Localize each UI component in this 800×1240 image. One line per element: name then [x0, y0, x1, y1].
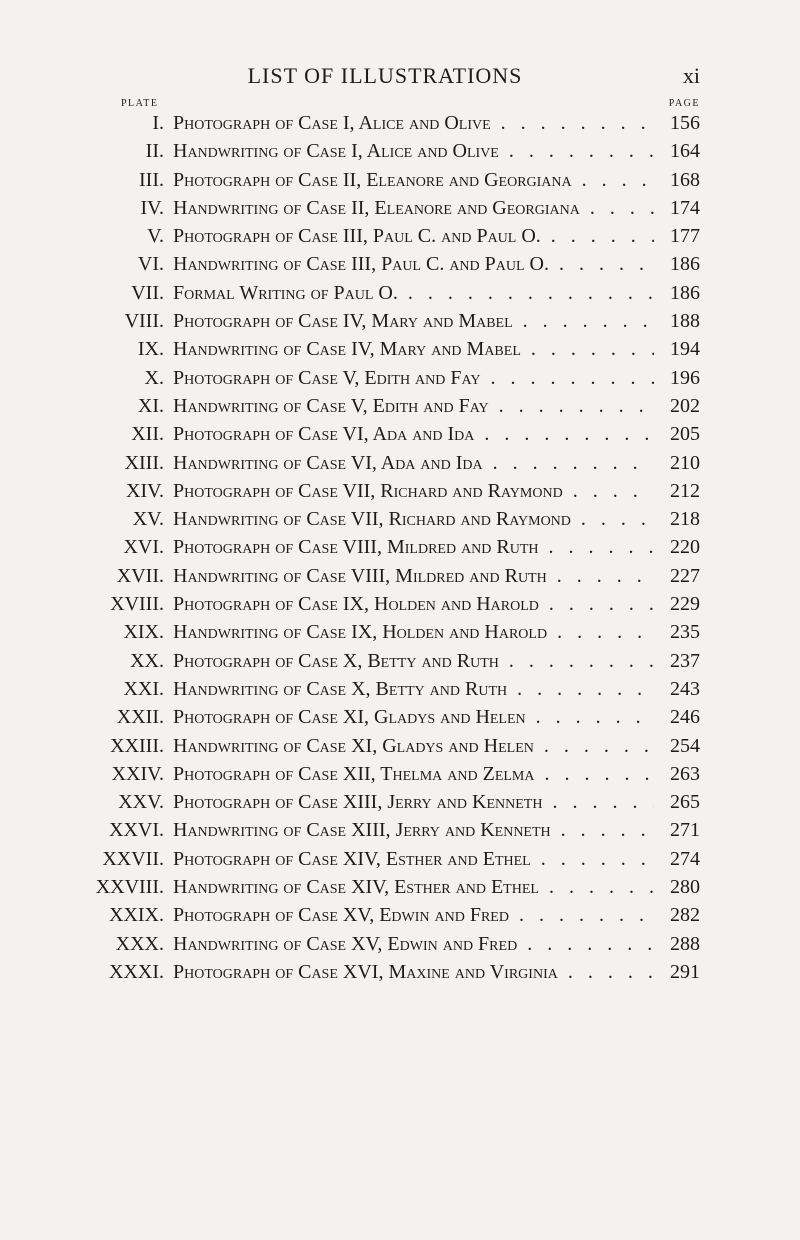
plate-numeral: I.	[152, 112, 164, 134]
page-reference: 263	[670, 762, 700, 785]
illustration-title: Photograph of Case XVI, Maxine and Virginia . . .	[173, 958, 654, 986]
plate-numeral: V.	[147, 225, 164, 248]
page-reference: 243	[670, 677, 700, 700]
page-reference: 274	[670, 847, 700, 870]
page-reference: 202	[670, 394, 700, 417]
page-reference: 246	[670, 706, 700, 729]
illustration-title: Handwriting of Case IX, Holden and Harold . . .	[173, 618, 654, 646]
plate-numeral: XIV.	[126, 479, 164, 502]
list-item	[0, 562, 800, 590]
illustration-title: Photograph of Case XV, Edwin and Fred . . .	[173, 901, 654, 929]
plate-numeral: VIII.	[124, 310, 164, 333]
page-column-heading: PAGE	[668, 98, 700, 109]
list-item	[0, 816, 800, 844]
page-reference: 229	[670, 593, 700, 616]
plate-numeral: XIX.	[123, 621, 164, 644]
illustration-title: Handwriting of Case XIII, Jerry and Kenneth . . .	[173, 816, 654, 844]
list-item	[0, 109, 800, 137]
page-reference: 188	[670, 310, 700, 333]
illustration-title: Photograph of Case IV, Mary and Mabel . . .	[173, 307, 654, 335]
list-item	[0, 675, 800, 703]
plate-numeral: III.	[139, 168, 164, 191]
page-reference: 254	[670, 734, 700, 757]
page-reference: 237	[670, 649, 700, 672]
plate-numeral: XVII.	[116, 564, 164, 587]
plate-numeral: XXX.	[115, 932, 164, 955]
list-item	[0, 137, 800, 165]
illustration-title: Photograph of Case XII, Thelma and Zelma . . .	[173, 760, 654, 788]
plate-numeral: XXI.	[123, 677, 164, 700]
list-item	[0, 335, 800, 363]
list-item	[0, 194, 800, 222]
illustration-title: Photograph of Case XIII, Jerry and Kenneth . . .	[173, 788, 654, 816]
list-item	[0, 250, 800, 278]
list-item	[0, 732, 800, 760]
page-reference: 218	[670, 508, 700, 531]
illustration-title: Handwriting of Case XI, Gladys and Helen . . .	[173, 732, 654, 760]
illustration-title: Photograph of Case II, Eleanore and Georgiana . . .	[173, 166, 654, 194]
list-item	[0, 901, 800, 929]
plate-numeral: XXVIII.	[95, 876, 164, 899]
illustration-title: Photograph of Case VII, Richard and Raymond . . .	[173, 477, 654, 505]
page-reference: 212	[670, 479, 700, 502]
list-item	[0, 647, 800, 675]
illustration-title: Handwriting of Case VIII, Mildred and Ruth . . .	[173, 562, 654, 590]
illustration-title: Photograph of Case III, Paul C. and Paul O. . . .	[173, 222, 654, 250]
list-item	[0, 533, 800, 561]
illustration-title: Handwriting of Case II, Eleanore and Georgiana . . .	[173, 194, 654, 222]
plate-numeral: IX.	[137, 338, 164, 361]
list-item	[0, 930, 800, 958]
list-item	[0, 505, 800, 533]
plate-numeral: IV.	[140, 196, 164, 219]
list-item	[0, 618, 800, 646]
plate-numeral: XXII.	[116, 706, 164, 729]
list-item	[0, 449, 800, 477]
plate-numeral: XV.	[132, 508, 164, 531]
illustration-title: Photograph of Case X, Betty and Ruth . . .	[173, 647, 654, 675]
illustration-title: Photograph of Case VI, Ada and Ida . . .	[173, 420, 654, 448]
plate-numeral: XXIII.	[110, 734, 164, 757]
illustration-title: Photograph of Case VIII, Mildred and Ruth . . .	[173, 533, 654, 561]
list-item	[0, 477, 800, 505]
plate-numeral: XVI.	[123, 536, 164, 559]
illustration-list	[0, 109, 800, 986]
page-reference: 282	[670, 904, 700, 927]
list-item	[0, 364, 800, 392]
page-reference: 271	[670, 819, 700, 842]
page-reference: 177	[670, 225, 700, 248]
illustration-title: Photograph of Case XI, Gladys and Helen . . .	[173, 703, 654, 731]
page-reference: 194	[670, 338, 700, 361]
list-item	[0, 958, 800, 986]
page-reference: 227	[670, 564, 700, 587]
page-reference: 186	[670, 281, 700, 304]
illustration-title: Handwriting of Case XV, Edwin and Fred . . .	[173, 930, 654, 958]
page-reference: 205	[670, 423, 700, 446]
list-item	[0, 845, 800, 873]
list-item	[0, 279, 800, 307]
plate-numeral: VII.	[131, 281, 164, 304]
illustration-title: Handwriting of Case VI, Ada and Ida . . .	[173, 449, 654, 477]
page-reference: 288	[670, 932, 700, 955]
page-reference: 235	[670, 621, 700, 644]
plate-numeral: XXVII.	[102, 847, 164, 870]
page-reference: 220	[670, 536, 700, 559]
page-reference: 164	[670, 140, 700, 163]
page-reference: 156	[670, 112, 700, 134]
plate-numeral: XXVI.	[109, 819, 164, 842]
list-item	[0, 760, 800, 788]
illustration-title: Photograph of Case I, Alice and Olive . . .	[173, 109, 654, 137]
illustration-title: Handwriting of Case V, Edith and Fay . . .	[173, 392, 654, 420]
illustration-title: Formal Writing of Paul O. . . .	[173, 279, 654, 307]
page-number: xi	[682, 63, 700, 88]
list-item	[0, 873, 800, 901]
list-item	[0, 392, 800, 420]
list-item	[0, 420, 800, 448]
plate-numeral: XX.	[130, 649, 164, 672]
illustration-title: Photograph of Case IX, Holden and Harold . . .	[173, 590, 654, 618]
illustration-title: Handwriting of Case X, Betty and Ruth . . .	[173, 675, 654, 703]
page-reference: 186	[670, 253, 700, 276]
illustration-title: Handwriting of Case XIV, Esther and Ethel . . .	[173, 873, 654, 901]
plate-numeral: II.	[145, 140, 164, 163]
page-reference: 210	[670, 451, 700, 474]
plate-numeral: XXIX.	[109, 904, 164, 927]
list-item	[0, 590, 800, 618]
plate-numeral: XVIII.	[110, 593, 164, 616]
plate-numeral: X.	[144, 366, 164, 389]
illustration-title: Handwriting of Case III, Paul C. and Paul O. . . .	[173, 250, 654, 278]
running-title: LIST OF ILLUSTRATIONS	[247, 63, 523, 88]
plate-numeral: XXXI.	[109, 960, 164, 983]
page-reference: 174	[670, 196, 700, 219]
plate-numeral: XXV.	[118, 791, 164, 814]
list-item	[0, 703, 800, 731]
list-item	[0, 307, 800, 335]
plate-numeral: XII.	[131, 423, 164, 446]
illustration-title: Photograph of Case V, Edith and Fay . . .	[173, 364, 654, 392]
page-reference: 265	[670, 791, 700, 814]
illustration-title: Handwriting of Case I, Alice and Olive . . .	[173, 137, 654, 165]
illustration-title: Handwriting of Case VII, Richard and Raymond . . .	[173, 505, 654, 533]
plate-numeral: XXIV.	[111, 762, 164, 785]
illustration-title: Photograph of Case XIV, Esther and Ethel . . .	[173, 845, 654, 873]
page-reference: 168	[670, 168, 700, 191]
plate-numeral: XI.	[137, 394, 164, 417]
page-reference: 280	[670, 876, 700, 899]
plate-numeral: VI.	[137, 253, 164, 276]
list-item	[0, 166, 800, 194]
list-item	[0, 222, 800, 250]
list-item	[0, 788, 800, 816]
page-reference: 196	[670, 366, 700, 389]
page-reference: 291	[670, 960, 700, 983]
plate-column-heading: PLATE	[121, 98, 159, 109]
plate-numeral: XIII.	[124, 451, 164, 474]
illustration-title: Handwriting of Case IV, Mary and Mabel . . .	[173, 335, 654, 363]
